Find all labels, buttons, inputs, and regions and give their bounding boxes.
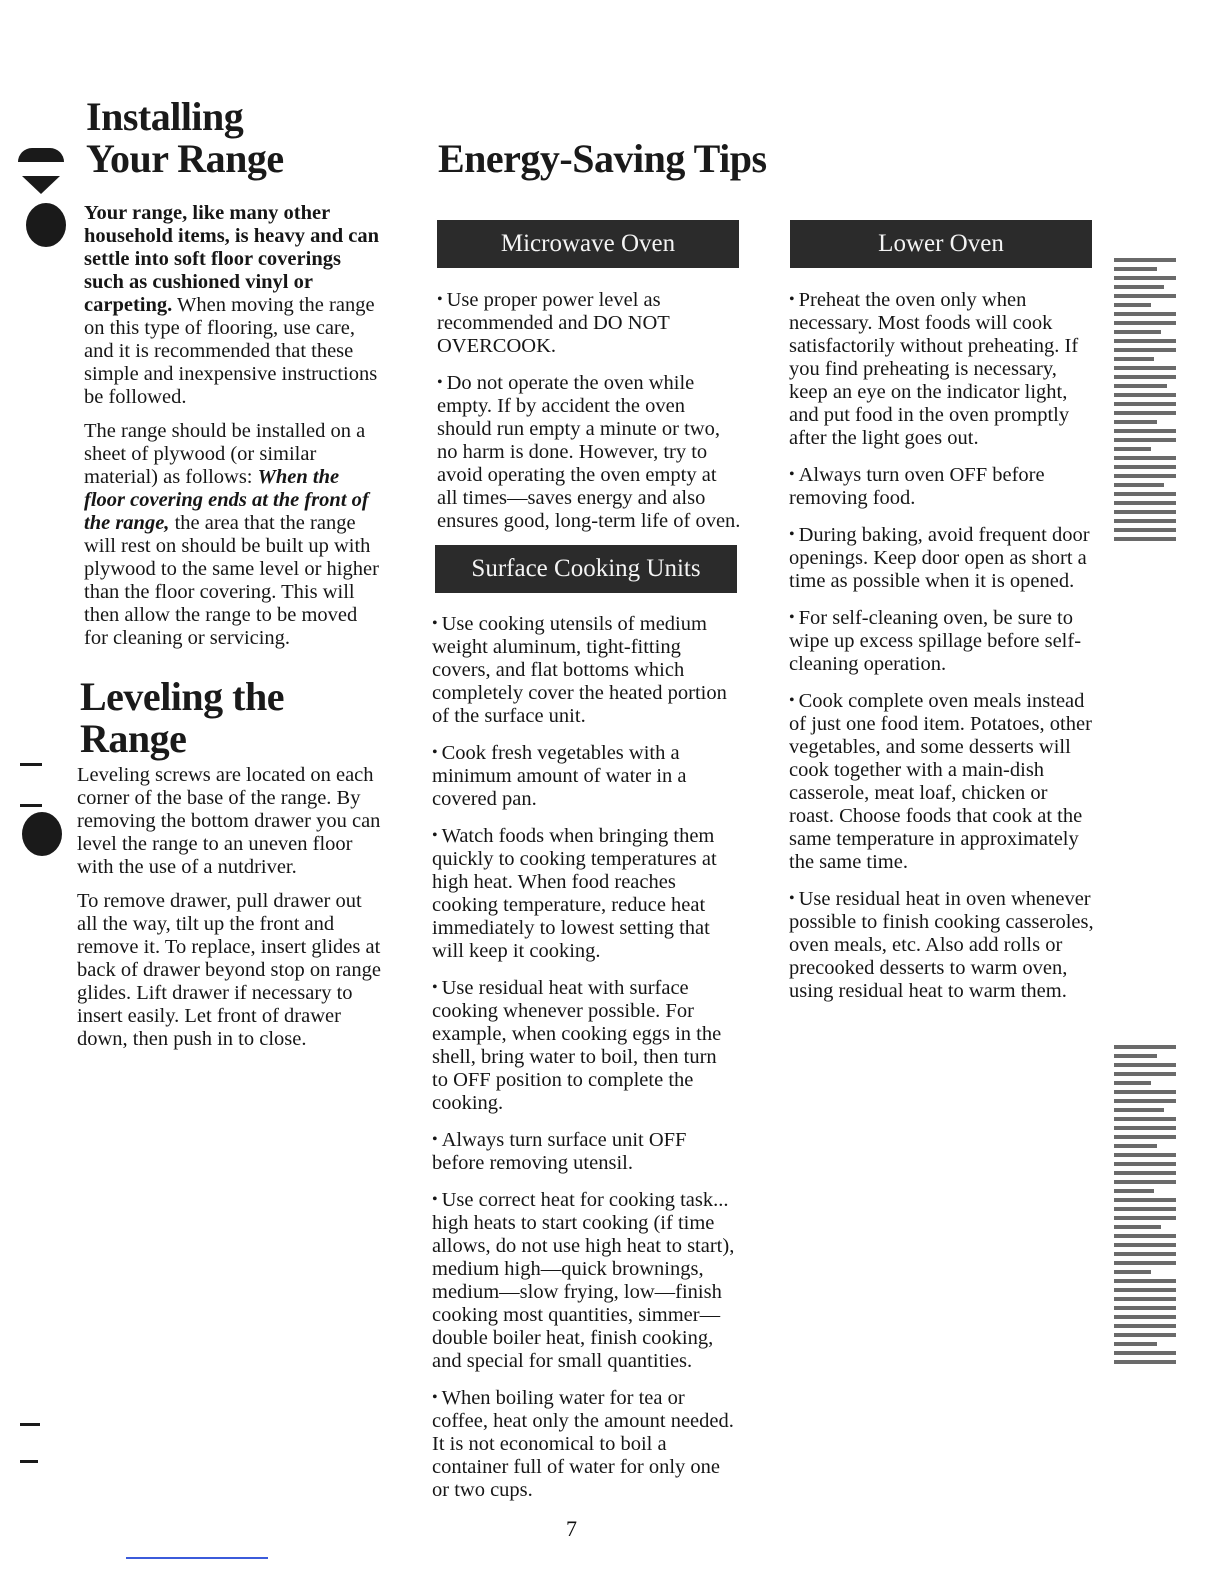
tip-text: When boiling water for tea or coffee, heat only the amount needed. It is not economical to boil a container full of water for only one or two cups.	[432, 1387, 734, 1501]
bullet-icon: •	[432, 615, 438, 632]
tip-item	[789, 523, 1094, 593]
install-p2-end: the area that the range will rest on should be built up with plywood to the same level or higher than the floor covering. This will then allow the range to be moved for cleaning or servicing.	[84, 512, 379, 649]
tip-text: Use residual heat with surface cooking whenever possible. For example, when cooking eggs in the shell, bring water to boil, then turn to OFF position to complete the cooking.	[432, 977, 722, 1114]
lower-oven-tips	[789, 288, 1094, 1016]
binder-mark	[20, 1460, 38, 1463]
tip-item	[432, 976, 737, 1115]
footer-rule	[126, 1557, 268, 1559]
binder-mark	[18, 148, 64, 162]
page-number: 7	[566, 1516, 577, 1541]
tip-item	[789, 288, 1094, 450]
bullet-icon: •	[789, 291, 795, 308]
bullet-icon: •	[789, 890, 795, 907]
tip-text: Watch foods when bringing them quickly to cooking temperatures at high heat. When food reaches cooking temperature, reduce heat immediately to lowest setting that will keep it cooking.	[432, 825, 717, 962]
tip-item	[789, 689, 1094, 874]
install-paragraph-2	[84, 420, 384, 650]
binder-mark	[22, 176, 60, 194]
bullet-icon: •	[789, 692, 795, 709]
tip-item	[789, 463, 1094, 510]
install-heading	[86, 96, 284, 180]
leveling-heading-line1: Leveling the	[80, 674, 284, 719]
bullet-icon: •	[432, 827, 438, 844]
bullet-icon: •	[789, 609, 795, 626]
leveling-heading-line2: Range	[80, 716, 187, 761]
tip-text: Cook fresh vegetables with a minimum amount of water in a covered pan.	[432, 742, 687, 810]
install-lead-text: Your range, like many other household items, is heavy and can settle into soft floor coverings such as cushioned vinyl or carpeting.	[84, 202, 380, 316]
tip-text: Cook complete oven meals instead of just one food item. Potatoes, other vegetables, and some desserts will cook together with a main-dish casserole, meat loaf, chicken or roast. Choose foods that cook at the same temperature in approximately the same time.	[789, 690, 1092, 873]
tip-item	[432, 824, 737, 963]
bullet-icon: •	[432, 1191, 438, 1208]
microwave-oven-header: Microwave Oven	[437, 220, 739, 268]
install-heading-line1: Installing	[86, 94, 244, 139]
tip-item	[789, 606, 1094, 676]
lower-oven-header: Lower Oven	[790, 220, 1092, 268]
tip-item	[432, 741, 737, 811]
install-heading-line2: Your Range	[86, 136, 284, 181]
tip-item	[789, 887, 1094, 1003]
surface-cooking-header: Surface Cooking Units	[435, 545, 737, 593]
leveling-paragraph-2: To remove drawer, pull drawer out all the way, tilt up the front and remove it. To replace, insert glides at back of drawer beyond stop on range glides. Lift drawer if necessary to insert easily. Let front of drawer down, then push in to close.	[77, 890, 381, 1050]
bullet-icon: •	[432, 1389, 438, 1406]
install-body-text: When moving the range on this type of flooring, use care, and it is recommended that these simple and inexpensive instructions be followed.	[84, 294, 378, 408]
punch-hole	[22, 812, 62, 856]
binder-mark	[20, 1423, 40, 1426]
tip-item	[432, 1386, 737, 1502]
tip-text: For self-cleaning oven, be sure to wipe up excess spillage before self-cleaning operation.	[789, 607, 1082, 675]
microwave-tips	[437, 288, 742, 546]
tip-text: Use correct heat for cooking task... high heats to start cooking (if time allows, do not use high heat to start), medium high—quick brownings, medium—slow frying, low—finish cooking most quantities, simmer—double boiler heat, finish cooking, and special for small quantities.	[432, 1189, 735, 1372]
tip-text: Use cooking utensils of medium weight aluminum, tight-fitting covers, and flat bottoms which completely cover the heated portion of the surface unit.	[432, 613, 727, 727]
bullet-icon: •	[432, 979, 438, 996]
punch-hole	[26, 203, 66, 247]
page-title: Energy-Saving Tips	[438, 136, 767, 181]
tip-text: Preheat the oven only when necessary. Most foods will cook satisfactorily without preheating. If you find preheating is necessary, keep an eye on the indicator light, and put food in the oven promptly after the light goes out.	[789, 289, 1079, 449]
tip-item	[432, 1128, 737, 1175]
install-paragraph-1	[84, 202, 384, 409]
bullet-icon: •	[789, 466, 795, 483]
bullet-icon: •	[432, 1131, 438, 1148]
tip-text: Use residual heat in oven whenever possible to finish cooking casseroles, oven meals, etc. Also add rolls or precooked desserts to warm oven, using residual heat to warm them.	[789, 888, 1094, 1002]
leveling-heading	[80, 676, 284, 760]
tip-text: Use proper power level as recommended and DO NOT OVERCOOK.	[437, 289, 670, 357]
surface-tips	[432, 612, 737, 1515]
tip-item	[437, 288, 742, 358]
bullet-icon: •	[437, 374, 443, 391]
tip-text: Do not operate the oven while empty. If by accident the oven should run empty a minute or two, no harm is done. However, try to avoid operating the oven empty at all times—saves energy and also ensures good, long-term life of oven.	[437, 372, 741, 532]
leveling-paragraph-1: Leveling screws are located on each corner of the base of the range. By removing the bottom drawer you can level the range to an uneven floor with the use of a nutdriver.	[77, 764, 381, 878]
tip-item	[437, 371, 742, 533]
tip-text: Always turn oven OFF before removing food.	[789, 464, 1045, 509]
tip-item	[432, 612, 737, 728]
bullet-icon: •	[437, 291, 443, 308]
bullet-icon: •	[789, 526, 795, 543]
tip-text: During baking, avoid frequent door openings. Keep door open as short a time as possible when it is opened.	[789, 524, 1090, 592]
install-section	[84, 202, 384, 661]
scan-artifact	[1114, 258, 1176, 546]
binder-mark	[20, 804, 42, 807]
bullet-icon: •	[432, 744, 438, 761]
binder-mark	[20, 763, 42, 766]
install-p2-start: The range should be installed on a sheet of plywood (or similar material) as follows:	[84, 420, 366, 488]
leveling-section	[77, 764, 382, 1062]
scan-artifact	[1114, 1045, 1176, 1369]
tip-item	[432, 1188, 737, 1373]
tip-text: Always turn surface unit OFF before removing utensil.	[432, 1129, 687, 1174]
install-p2-emphasis: When the floor covering ends at the front of the range,	[84, 466, 369, 534]
